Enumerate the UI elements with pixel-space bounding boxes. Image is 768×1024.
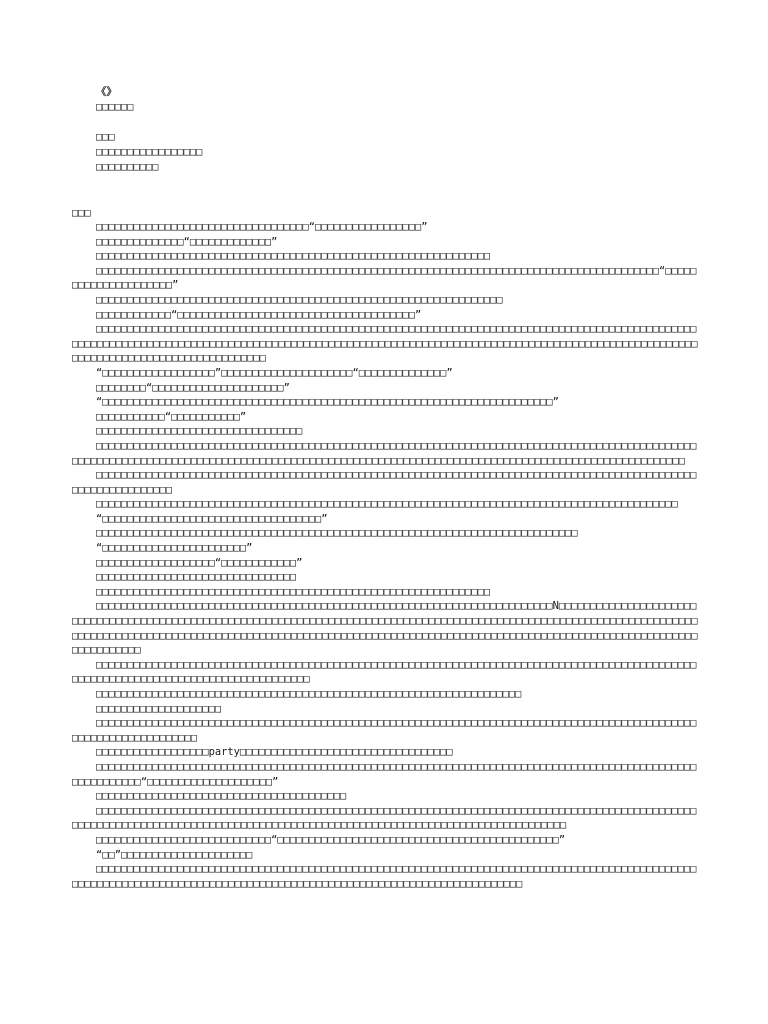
paragraph: □□□□□□□□□□□□□□□□□□□□□□□□□□□□□□□□□□□□□□□□□□□□□□□□□□□□□□□□□□□□□□□□□□□□□□□□□□□□□□□□□□□□□□□□□□□□□□□□□□□□□□□□□□□□□□□□□□□□□□□□□□□□□□□□□□□□□□□□□□□□□□□□□□□□□□□□□□□□□□□□□□□□□□□□□□□□□□□□□□□□□□□□□□□□□□□□□□ bbox=[72, 439, 697, 467]
paragraph: □□□□□□□□□□□□□□□□□□□□□□□□□□□□□□□□□□□□□□□□□□□□□□□□□□□□□□□□□□□□□□□□□ bbox=[96, 293, 503, 306]
paragraph: □□□□□□□□□□□□“□□□□□□□□□□□□□□□□□□□□□□□□□□□□□□□□□□□□□□” bbox=[96, 308, 422, 321]
paragraph: □□□□□□□□□□□□□□“□□□□□□□□□□□□□” bbox=[96, 235, 278, 248]
paragraph: “□□□□□□□□□□□□□□□□□□□□□□□” bbox=[96, 542, 253, 555]
document-title: □□□□□□ bbox=[96, 101, 134, 113]
paragraph: □□□□□□□□“□□□□□□□□□□□□□□□□□□□□□” bbox=[96, 381, 290, 394]
paragraph: □□□□□□□□□□□□□□□□□□□□□□□□□□□□□□□□□□□□□□□□□□□□□□□□□□□□□□□□□□□□□□□□□□□□□□□□□□□□□ bbox=[96, 527, 578, 540]
title-mark: 《》 bbox=[96, 86, 117, 98]
paragraph: □□□□□□□□□□□□□□□□□□□□□□□□□□□□□□□□□□□□□□□□ bbox=[96, 790, 347, 803]
paragraph: □□□□□□□□□□□□□□□□□□□□□□□□□□□□□□□□□□□□□□□□□□□□□□□□□□□□□□□□□□□□□□□□□□□□□□□□□□□□□□□□□□□□□□□□□□□□□ bbox=[96, 498, 678, 511]
paragraph: □□□□□□□□□□□□□□□□□□party□□□□□□□□□□□□□□□□□□□□□□□□□□□□□□□□□□ bbox=[96, 746, 453, 759]
paragraph: □□□□□□□□□□□□□□□□□□□□□□□□□□□□□□□□□□□□□□□□□□□□□□□□□□□□□□□□□□□□□□□□□□□□□□□□□□□□□□□□□□□□□□□□□□□□□□□□□□□□□□□□□□□□□□□□□□□□□□□□□□□□□□□□□□□□□□□□□□□□□□□□□□□□□□□□□□□□□□□□□□□□□□□□ bbox=[72, 863, 697, 890]
document-header bbox=[96, 85, 202, 175]
paragraph: “□□□□□□□□□□□□□□□□□□□□□□□□□□□□□□□□□□□” bbox=[96, 512, 328, 525]
paragraph: “□□□□□□□□□□□□□□□□□□□□□□□□□□□□□□□□□□□□□□□□□□□□□□□□□□□□□□□□□□□□□□□□□□□□□□□□” bbox=[96, 396, 559, 409]
paragraph: “□□□□□□□□□□□□□□□□□□”□□□□□□□□□□□□□□□□□□□□□“□□□□□□□□□□□□□□” bbox=[96, 366, 453, 379]
paragraph: □□□□□□□□□□□□□□□□□□□□□□□□□□□□□□□□□□“□□□□□□□□□□□□□□□□□” bbox=[96, 221, 428, 233]
author-label: □□□ bbox=[96, 131, 115, 143]
paragraph: □□□□□□□□□□□□□□□□□□□□□□□□□□□□□□□□□□□□□□□□□□□□□□□□□□□□□□□□□□□□□□□□□□□□□□□□□□□□□□□□□□□□□□□□□□□□□□□□□□□□□□□□□□□□□□□□□□□□□□□□□□□□□□□□□□□□□□□□□□□□□□□□□□□□□□□□□□□□□□□□□□□□□□□□□□□□□□□ bbox=[72, 804, 697, 832]
paragraph: □□□□□□□□□□□□□□□□□□□□□□□□□□□□□□□□□□□□□□□□□□□□□□□□□□□□□□□□□□□□□□□ bbox=[96, 250, 491, 263]
meta-line-1: □□□□□□□□□□□□□□□□□ bbox=[96, 146, 203, 158]
paragraph: □□□□□□□□□□□□□□□□□□□□□□□□□□□□□□□□□ bbox=[96, 425, 303, 438]
paragraph: □□□□□□□□□□□□□□□□□□□□□□□□□□□□□□□□□□□□□□□□□□□□□□□□□□□□□□□□□□□□□□□□□□□□□□□□□□□□□□□□□□□□□□□□□□□□□□□□□□□□□□□□□□□□□□□□□□□□□□□□□□□□□□□□□□□□□□ bbox=[72, 658, 697, 686]
paragraph: □□□□□□□□□□□□□□□□□□□□□□□□□□□□□□□□ bbox=[96, 571, 297, 584]
paragraph: □□□□□□□□□□□□□□□□□□□□□□□□□□□□“□□□□□□□□□□□□□□□□□□□□□□□□□□□□□□□□□□□□□□□□□□□□□” bbox=[96, 833, 566, 846]
paragraph: □□□□□□□□□□□□□□□□□□□□ bbox=[96, 702, 222, 715]
paragraph: □□□□□□□□□□□“□□□□□□□□□□□” bbox=[96, 410, 247, 423]
header-spacer bbox=[96, 115, 202, 130]
chapter-title: □□□ bbox=[72, 207, 91, 219]
meta-line-2: □□□□□□□□□□ bbox=[96, 161, 159, 173]
paragraph: □□□□□□□□□□□□□□□□□□□□□□□□□□□□□□□□□□□□□□□□□□□□□□□□□□□□□□□□□□□□□□□□□□□□□□□□□□□□□□□□□□□□□□□□□□□□□□□□□□□□□□□□□□□□□□□□ bbox=[72, 469, 697, 496]
body-text bbox=[72, 220, 700, 891]
paragraph: □□□□□□□□□□□□□□□□□□□□□□□□□□□□□□□□□□□□□□□□□□□□□□□□□□□□□□□□□□□□□□□□□□□□□□□□□N□□□□□□□□□□□□□□□□□□□□□□□□□□□□□□□□□□□□□□□□□□□□□□□□□□□□□□□□□□□□□□□□□□□□□□□□□□□□□□□□□□□□□□□□□□□□□□□□□□□□□□□□□□□□□□□□□□□□□□□□□□□□□□□□□□□□□□□□□□□□□□□□□□□□□□□□□□□□□□□□□□□□□□□□□□□□□□□□□□□□□□□□□□□□□□□□□□□□□□□□□□□□□□□□□□□□□□□□□□□□□□□□□□□□□□□□□ bbox=[72, 600, 698, 657]
paragraph: □□□□□□□□□□□□□□□□□□□“□□□□□□□□□□□□” bbox=[96, 556, 303, 569]
paragraph: “□□”□□□□□□□□□□□□□□□□□□□□□ bbox=[96, 848, 253, 861]
paragraph: □□□□□□□□□□□□□□□□□□□□□□□□□□□□□□□□□□□□□□□□□□□□□□□□□□□□□□□□□□□□□□□□□□□□ bbox=[96, 688, 522, 700]
paragraph: □□□□□□□□□□□□□□□□□□□□□□□□□□□□□□□□□□□□□□□□□□□□□□□□□□□□□□□□□□□□□□□□□□□□□□□□□□□□□□□□□□□□□□□□□□□□□□□□□□□□□□□□□□□□□□□□□□□□□□□□□□□□□□□□□□□□□□□□□□□□□□□□□□□□□□□□□□□□□□□□□□□□□□□□□□□□□□□□□□□□□□□□□□□□□□□□□□□□□□□□□□□□□□□□□□□□□□□□□□□□□□□□□□□ bbox=[72, 323, 698, 365]
paragraph: □□□□□□□□□□□□□□□□□□□□□□□□□□□□□□□□□□□□□□□□□□□□□□□□□□□□□□□□□□□□□□□□□□□□□□□□□□□□□□□□□□□□□□□□□□□□□□□□□□□□□□□□□□□□□□□□□□□□ bbox=[72, 717, 697, 744]
paragraph: □□□□□□□□□□□□□□□□□□□□□□□□□□□□□□□□□□□□□□□□□□□□□□□□□□□□□□□□□□□□□□□□□□□□□□□□□□□□□□□□□□□□□□□□□□□□□□□□□□□□□□□□□□□“□□□□□□□□□□□□□□□□□□□□” bbox=[72, 760, 697, 788]
paragraph: □□□□□□□□□□□□□□□□□□□□□□□□□□□□□□□□□□□□□□□□□□□□□□□□□□□□□□□□□□□□□□□ bbox=[96, 585, 491, 598]
paragraph: □□□□□□□□□□□□□□□□□□□□□□□□□□□□□□□□□□□□□□□□□□□□□□□□□□□□□□□□□□□□□□□□□□□□□□□□□□□□□□□□□□□□□□□□□□“□□□□□□□□□□□□□□□□□□□□□” bbox=[72, 264, 697, 292]
